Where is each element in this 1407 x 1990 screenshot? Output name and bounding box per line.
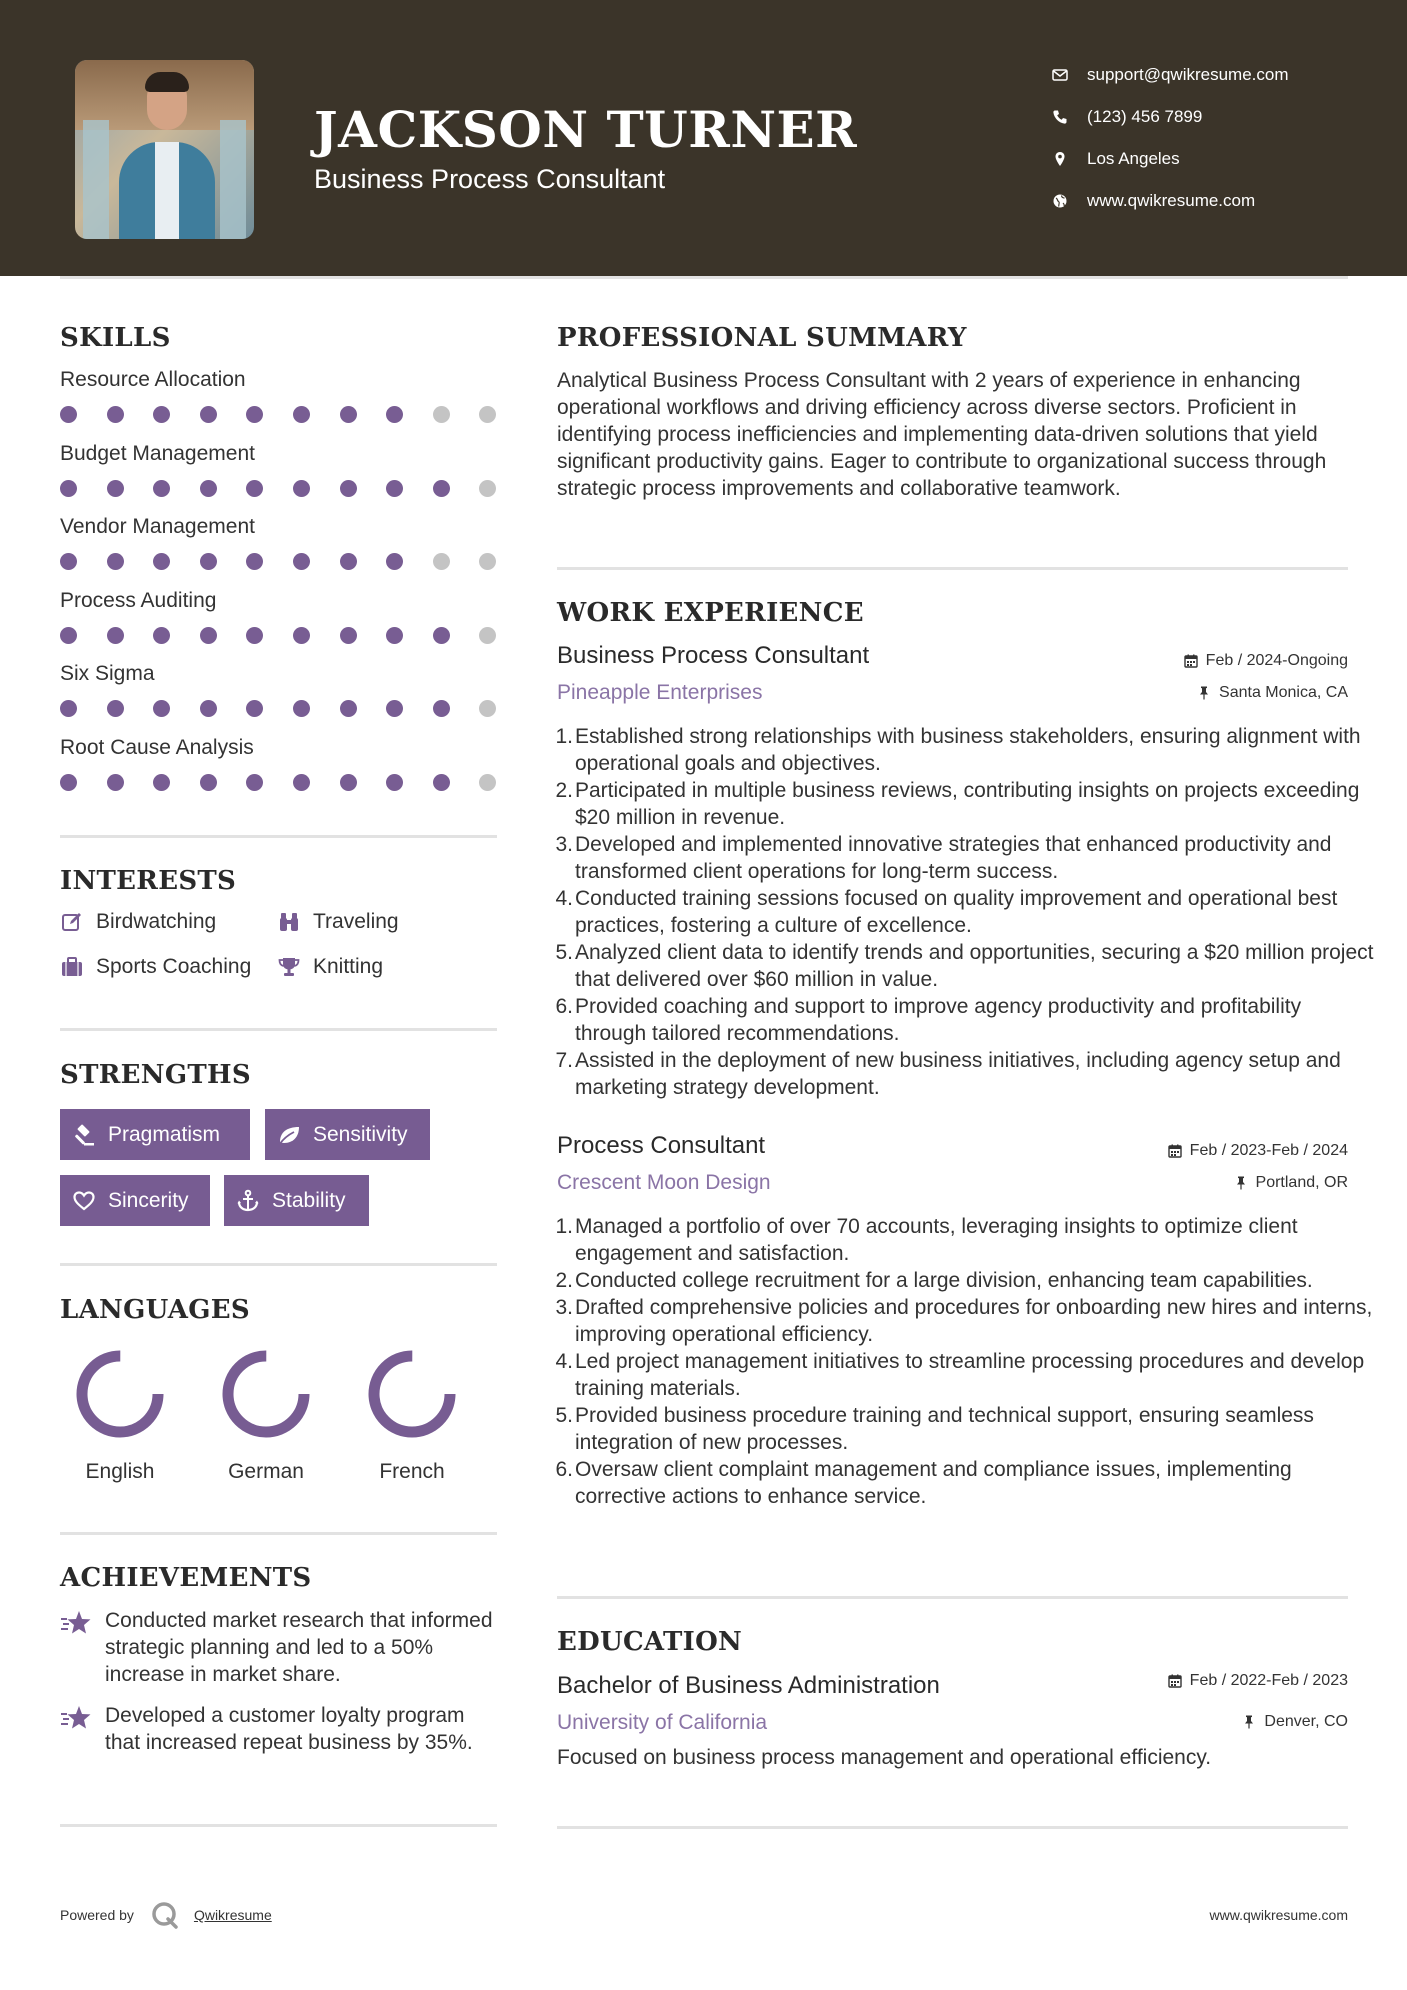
degree-title: Bachelor of Business Administration: [557, 1672, 940, 1699]
interest-label: Birdwatching: [96, 910, 217, 933]
strength-tag: [60, 1175, 210, 1226]
section-divider: [60, 1028, 497, 1031]
rating-dot-filled: [340, 774, 357, 791]
rating-dot-empty: [433, 553, 450, 570]
header-divider: [60, 276, 1348, 279]
rating-dot-filled: [246, 627, 263, 644]
rating-dot-filled: [107, 700, 124, 717]
rating-dot-empty: [479, 480, 496, 497]
education-location-text: Denver, CO: [1264, 1713, 1348, 1730]
rating-dot-filled: [107, 480, 124, 497]
skill-rating: [60, 551, 500, 571]
trophy-icon: [277, 955, 301, 979]
education-dates: [1168, 1672, 1348, 1690]
interest-item: [277, 910, 399, 934]
duty-item: Led project management initiatives to streamline processing procedures and develop training materials.: [575, 1350, 1365, 1400]
duty-item: Established strong relationships with business stakeholders, ensuring alignment with operational goals and objectives.: [575, 725, 1361, 775]
rating-dot-filled: [107, 774, 124, 791]
rating-dot-filled: [60, 700, 77, 717]
achievement-item: [60, 1607, 500, 1688]
pushpin-icon: [1242, 1715, 1256, 1729]
rating-dot-filled: [60, 553, 77, 570]
languages-heading: LANGUAGES: [60, 1295, 250, 1325]
achievement-item: [60, 1702, 500, 1756]
rating-dot-filled: [340, 480, 357, 497]
achievement-text: Conducted market research that informed strategic planning and led to a 50% increase in market share.: [105, 1609, 493, 1686]
rating-dot-filled: [433, 480, 450, 497]
powered-by: [60, 1900, 272, 1930]
strength-label: Pragmatism: [108, 1122, 221, 1146]
duty-item: Managed a portfolio of over 70 accounts, leveraging insights to optimize client engagement and satisfaction.: [575, 1215, 1298, 1265]
strength-label: Sensitivity: [313, 1122, 408, 1146]
rating-dot-filled: [340, 700, 357, 717]
candidate-title: Business Process Consultant: [314, 164, 666, 194]
strength-label: Sincerity: [108, 1188, 189, 1212]
job-title: Process Consultant: [557, 1132, 766, 1159]
strength-tag: [224, 1175, 369, 1226]
leaf-icon: [277, 1123, 301, 1147]
language-label: French: [379, 1460, 445, 1483]
summary-heading: PROFESSIONAL SUMMARY: [557, 323, 967, 353]
skill-label: Budget Management: [60, 441, 255, 465]
job-dates-text: Feb / 2023-Feb / 2024: [1189, 1142, 1348, 1159]
rating-dot-filled: [386, 627, 403, 644]
language-item: [357, 1348, 467, 1484]
duty-item: Oversaw client complaint management and compliance issues, implementing corrective actions to enhance service.: [575, 1458, 1292, 1508]
achievement-text: Developed a customer loyalty program that increased repeat business by 35%.: [105, 1704, 473, 1754]
interest-item: [60, 955, 251, 979]
contact-phone[interactable]: [1050, 96, 1289, 138]
skill-rating: [60, 698, 500, 718]
duty-item: Provided coaching and support to improve agency productivity and profitability through tailored recommendations.: [575, 995, 1302, 1045]
skill-rating: [60, 404, 500, 424]
rating-dot-filled: [433, 700, 450, 717]
rating-dot-filled: [153, 480, 170, 497]
rating-dot-filled: [107, 406, 124, 423]
rating-dot-filled: [386, 553, 403, 570]
job-title: Business Process Consultant: [557, 642, 870, 669]
calendar-icon: [1184, 654, 1198, 668]
calendar-icon: [1168, 1674, 1182, 1688]
edit-icon: [60, 910, 84, 934]
duties-list: [557, 1213, 1375, 1510]
duty-item: Analyzed client data to identify trends and opportunities, securing a $20 million project that delivered over $60 million in value.: [575, 941, 1374, 991]
resume-header: [0, 0, 1407, 276]
skill-label: Process Auditing: [60, 588, 217, 612]
rating-dot-filled: [293, 553, 310, 570]
rating-dot-filled: [293, 700, 310, 717]
interests-heading: INTERESTS: [60, 866, 237, 896]
rating-dot-filled: [340, 553, 357, 570]
duty-item: Developed and implemented innovative strategies that enhanced productivity and transformed client operations for long-term success.: [575, 833, 1332, 883]
powered-by-label: Powered by: [60, 1907, 134, 1923]
rating-dot-filled: [293, 774, 310, 791]
job-dates: [1184, 652, 1348, 670]
location-text: Los Angeles: [1087, 149, 1180, 168]
rating-dot-filled: [246, 480, 263, 497]
rating-dot-filled: [200, 627, 217, 644]
interest-label: Knitting: [313, 955, 384, 978]
qwikresume-link[interactable]: Qwikresume: [193, 1907, 272, 1923]
rating-dot-filled: [200, 700, 217, 717]
gavel-icon: [72, 1123, 96, 1147]
job-location: [1234, 1174, 1348, 1192]
rating-dot-filled: [340, 627, 357, 644]
education-heading: EDUCATION: [557, 1627, 743, 1657]
duties-list: [557, 723, 1375, 1101]
anchor-icon: [236, 1189, 260, 1213]
job-dates-text: Feb / 2024-Ongoing: [1205, 652, 1348, 669]
rating-dot-filled: [433, 774, 450, 791]
language-level-arc: [374, 1356, 450, 1432]
star-icon: [60, 1704, 92, 1732]
language-ring: [366, 1348, 458, 1440]
rating-dot-filled: [153, 627, 170, 644]
envelope-icon: [1050, 65, 1070, 85]
skill-label: Root Cause Analysis: [60, 735, 254, 759]
section-divider: [60, 835, 497, 838]
experience-heading: WORK EXPERIENCE: [557, 598, 864, 628]
rating-dot-filled: [386, 774, 403, 791]
duty-item: Participated in multiple business reviews, contributing insights on projects exceeding $20 million in revenue.: [575, 779, 1360, 829]
summary-text: Analytical Business Process Consultant with 2 years of experience in enhancing operational workflows and driving efficiency across diverse sectors. Proficient in identifying process inefficiencies and implementing data-driven solutions that yield significant productivity gains. Eager to contribute to organizational success through strategic process improvements and collaborative teamwork.: [557, 369, 1327, 500]
duty-item: Assisted in the deployment of new business initiatives, including agency setup and marketing strategy development.: [575, 1049, 1341, 1099]
briefcase-icon: [60, 955, 84, 979]
rating-dot-filled: [60, 627, 77, 644]
education-dates-text: Feb / 2022-Feb / 2023: [1189, 1672, 1348, 1689]
rating-dot-filled: [433, 627, 450, 644]
rating-dot-filled: [153, 700, 170, 717]
interest-item: [277, 955, 383, 979]
rating-dot-filled: [60, 406, 77, 423]
language-item: [211, 1348, 321, 1484]
rating-dot-filled: [60, 774, 77, 791]
education-description: Focused on business process management and operational efficiency.: [557, 1746, 1212, 1769]
strength-tag: [60, 1109, 250, 1160]
language-ring: [74, 1348, 166, 1440]
education-location: [1242, 1713, 1348, 1731]
pushpin-icon: [1234, 1176, 1248, 1190]
rating-dot-filled: [107, 553, 124, 570]
candidate-name: JACKSON TURNER: [314, 100, 858, 159]
qwikresume-logo-icon: [150, 1900, 180, 1930]
rating-dot-filled: [107, 627, 124, 644]
skill-rating: [60, 625, 500, 645]
company-name: Crescent Moon Design: [557, 1171, 771, 1194]
job-dates: [1168, 1142, 1348, 1160]
strengths-heading: STRENGTHS: [60, 1060, 251, 1090]
phone-icon: [1050, 107, 1070, 127]
company-name: Pineapple Enterprises: [557, 681, 763, 704]
language-item: [65, 1348, 175, 1484]
rating-dot-filled: [60, 480, 77, 497]
interest-item: [60, 910, 216, 934]
duty-item: Conducted training sessions focused on quality improvement and operational best practices, fostering a culture of excellence.: [575, 887, 1338, 937]
contact-list: [1050, 54, 1289, 222]
language-level-arc: [228, 1356, 304, 1432]
website-text[interactable]: www.qwikresume.com: [1087, 191, 1256, 210]
section-divider: [557, 1596, 1348, 1599]
rating-dot-empty: [479, 627, 496, 644]
job-location-text: Santa Monica, CA: [1219, 684, 1348, 701]
rating-dot-filled: [246, 553, 263, 570]
globe-icon: [1050, 191, 1070, 211]
achievements-heading: ACHIEVEMENTS: [60, 1563, 312, 1593]
duty-item: Provided business procedure training and technical support, ensuring seamless integration of new processes.: [575, 1404, 1314, 1454]
skill-label: Vendor Management: [60, 515, 255, 538]
rating-dot-filled: [200, 480, 217, 497]
contact-email[interactable]: [1050, 54, 1289, 96]
rating-dot-filled: [153, 774, 170, 791]
skill-rating: [60, 478, 500, 498]
rating-dot-filled: [246, 406, 263, 423]
rating-dot-filled: [293, 406, 310, 423]
rating-dot-empty: [433, 406, 450, 423]
section-divider: [60, 1263, 497, 1266]
rating-dot-empty: [479, 406, 496, 423]
skill-label: Resource Allocation: [60, 368, 246, 391]
section-divider: [557, 567, 1348, 570]
star-icon: [60, 1609, 92, 1637]
section-divider: [557, 1826, 1348, 1829]
rating-dot-filled: [200, 406, 217, 423]
phone-text[interactable]: (123) 456 7899: [1087, 107, 1203, 126]
calendar-icon: [1168, 1144, 1182, 1158]
school-name: University of California: [557, 1711, 768, 1734]
rating-dot-filled: [200, 774, 217, 791]
profile-photo: [75, 60, 254, 239]
job-location: [1197, 684, 1348, 702]
language-level-arc: [82, 1356, 158, 1432]
email-text[interactable]: support@qwikresume.com: [1087, 65, 1289, 84]
section-divider: [60, 1824, 497, 1827]
interest-label: Sports Coaching: [96, 955, 252, 978]
rating-dot-empty: [479, 774, 496, 791]
rating-dot-filled: [386, 480, 403, 497]
skill-label: Six Sigma: [60, 662, 155, 685]
rating-dot-filled: [386, 700, 403, 717]
duty-item: Drafted comprehensive policies and procedures for onboarding new hires and interns, improving operational efficiency.: [575, 1296, 1373, 1346]
rating-dot-filled: [293, 627, 310, 644]
strength-tag: [265, 1109, 430, 1160]
rating-dot-filled: [246, 774, 263, 791]
language-ring: [220, 1348, 312, 1440]
duty-item: Conducted college recruitment for a large division, enhancing team capabilities.: [575, 1269, 1313, 1292]
rating-dot-filled: [340, 406, 357, 423]
skill-rating: [60, 772, 500, 792]
language-label: English: [85, 1460, 155, 1483]
rating-dot-filled: [386, 406, 403, 423]
contact-website[interactable]: [1050, 180, 1289, 222]
job-location-text: Portland, OR: [1255, 1174, 1348, 1191]
language-label: German: [228, 1460, 304, 1483]
interest-label: Traveling: [313, 910, 399, 933]
rating-dot-filled: [153, 406, 170, 423]
footer-url[interactable]: www.qwikresume.com: [1209, 1907, 1348, 1923]
map-pin-icon: [1050, 149, 1070, 169]
section-divider: [60, 1532, 497, 1535]
rating-dot-filled: [293, 480, 310, 497]
skills-heading: SKILLS: [60, 323, 171, 353]
rating-dot-filled: [200, 553, 217, 570]
rating-dot-empty: [479, 700, 496, 717]
rating-dot-empty: [479, 553, 496, 570]
rating-dot-filled: [153, 553, 170, 570]
contact-location: [1050, 138, 1289, 180]
pushpin-icon: [1197, 686, 1211, 700]
rating-dot-filled: [246, 700, 263, 717]
binoculars-icon: [277, 910, 301, 934]
strength-label: Stability: [272, 1188, 346, 1212]
heart-icon: [72, 1189, 96, 1213]
